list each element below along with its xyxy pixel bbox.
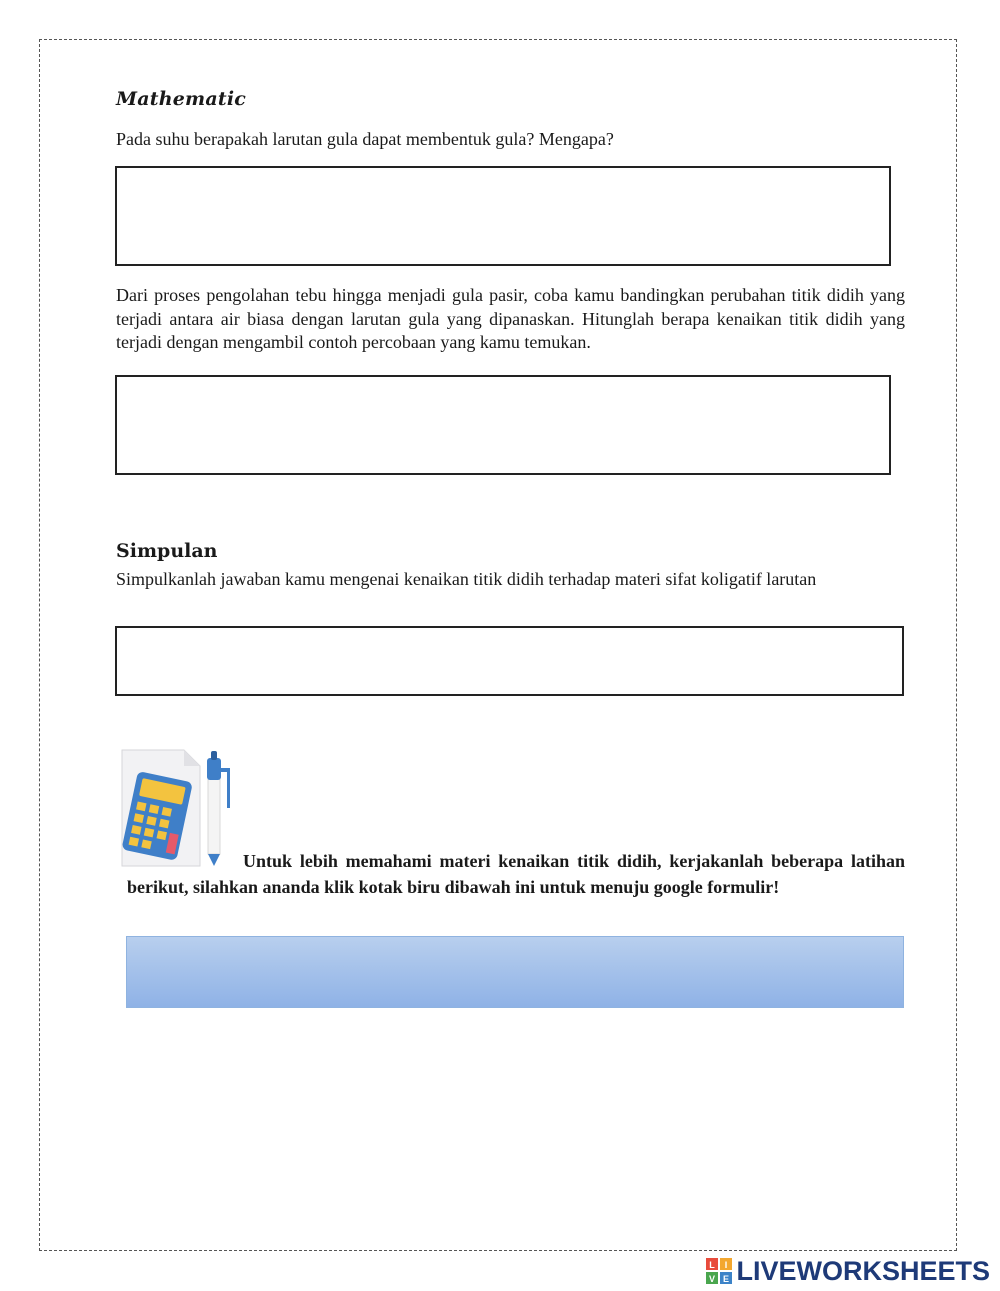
brand-name: LIVEWORKSHEETS [736,1255,990,1286]
section-title-simpulan: Simpulan [116,540,218,562]
exercise-instruction: Untuk lebih memahami materi kenaikan titik didih, kerjakanlah beberapa latihan berikut, silahkan ananda klik kotak biru dibawah ini untuk menuju google formulir! [127,851,905,897]
liveworksheets-brand [706,1254,990,1288]
answer-box-2[interactable] [115,375,891,475]
google-form-link-box[interactable] [126,936,904,1008]
answer-box-3[interactable] [115,626,904,696]
answer-box-1[interactable] [115,166,891,266]
logo-letter-v: V [709,1274,716,1284]
question-2: Dari proses pengolahan tebu hingga menjadi gula pasir, coba kamu bandingkan perubahan titik didih yang terjadi antara air biasa dengan larutan gula yang dipanaskan. Hitunglah berapa kenaikan titik didih yang terjadi dengan mengambil contoh percobaan yang kamu temukan. [116,285,905,352]
question-3: Simpulkanlah jawaban kamu mengenai kenaikan titik didih terhadap materi sifat koligatif larutan [116,569,817,589]
logo-letter-i: I [725,1260,728,1270]
liveworksheets-logo-icon [706,1258,732,1284]
logo-letter-e: E [723,1274,730,1284]
question-1: Pada suhu berapakah larutan gula dapat membentuk gula? Mengapa? [116,129,614,149]
logo-letter-l: L [709,1260,716,1270]
section-title-mathematic: Mathematic [116,88,246,110]
